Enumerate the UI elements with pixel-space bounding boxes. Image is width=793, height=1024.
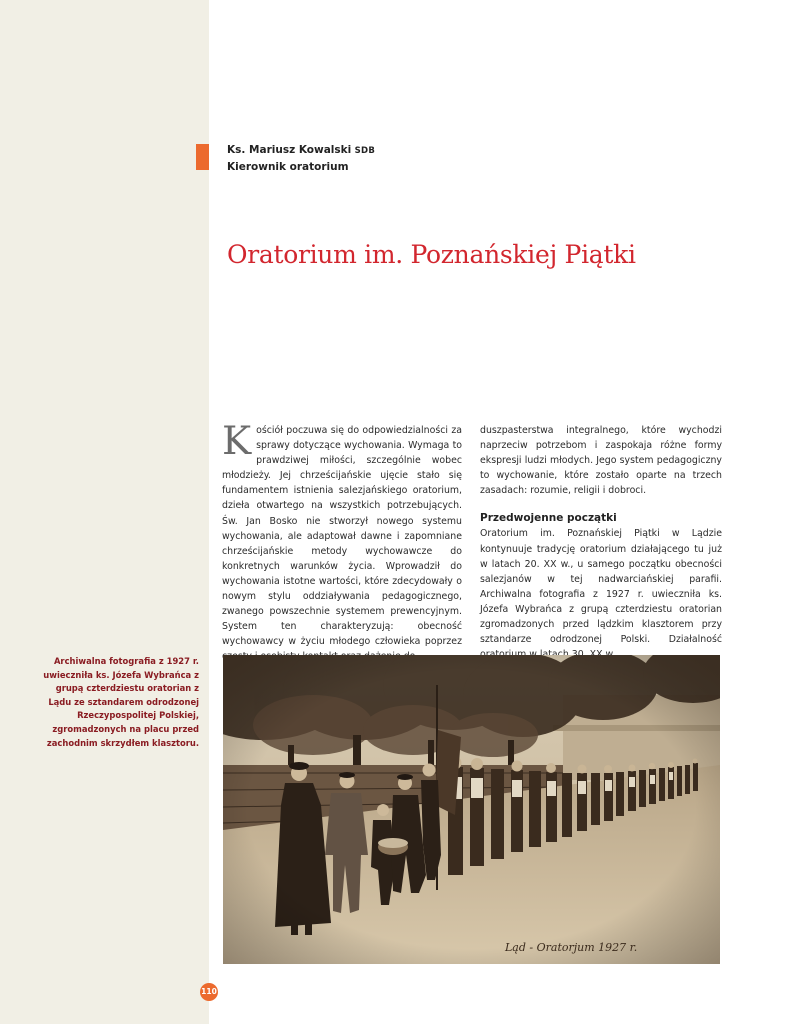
archival-photo [223, 655, 720, 964]
section-heading: Przedwojenne początki [480, 512, 617, 525]
paragraph-intro: ościół poczuwa się do odpowiedzialności za sprawy dotyczące wychowania. Wymaga to prawdziwej miłości, szczególnie wobec młodzieży. Jej chrześcijańskie ujęcie stało się fundamentem istnienia salezjańskiego oratorium, dzieła otwartego na wszystkich potrzebujących. Św. Jan Bosko nie stworzył nowego systemu wychowania, ale adaptował dawne i zapomniane chrześcijańskie metody wychowawcze do konkretnych warunków życia. Wprowadził do wychowania istotne wartości, które zdecydowały o nowym stylu oddziaływania pedagogicznego, zwanego powszechnie systemem prewencyjnym. System ten charakteryzują: obecność wychowawcy w życiu młodego człowieka poprzez [222, 425, 462, 648]
author-order: SDB [354, 146, 376, 156]
accent-bar [196, 144, 209, 170]
photo-inscription: Ląd - Oratorjum 1927 r. [505, 941, 638, 954]
paragraph-continued: duszpasterstwa integralnego, które wychodzi naprzeciw potrzebom i zaspokaja różne formy ekspresji ludzi młodych. Jego system pedagogiczny to wychowanie, które zostało oparte na trzech zasadach: rozumie, religii i dobroci. [480, 425, 722, 497]
paragraph-section: Oratorium im. Poznańskiej Piątki w Lądzie kontynuuje tradycję oratorium działającego tu już w latach 20. XX w., u samego początku obecności salezjanów w tej nadwarciańskiej parafii. Archiwalna fotografia z 1927 r. uwieczniła ks. Józefa Wybrańca z grupą czterdziestu oratorian zgromadzonych przed lądzkim klasztorem przy sztandarze odrodzonej Polski. Działalność [480, 528, 722, 646]
article-column-right [480, 423, 722, 662]
archival-photo-drawing [223, 655, 720, 964]
author-block [227, 142, 375, 175]
article-title: Oratorium im. Poznańskiej Piątki [227, 240, 636, 269]
author-name: Ks. Mariusz Kowalski [227, 144, 352, 156]
page-number: 110 [200, 983, 218, 1001]
drop-cap: K [222, 419, 252, 464]
photo-caption: Archiwalna fotografia z 1927 r. uwieczniła ks. Józefa Wybrańca z grupą czterdziestu oratorian z Lądu ze sztandarem odrodzonej Rzeczypospolitej Polskiej, zgromadzonych na placu przed zachodnim skrzydłem klasztoru. [43, 656, 199, 748]
article-column-left [222, 419, 462, 665]
margin-column [0, 0, 209, 1024]
author-role: Kierownik oratorium [227, 161, 349, 173]
